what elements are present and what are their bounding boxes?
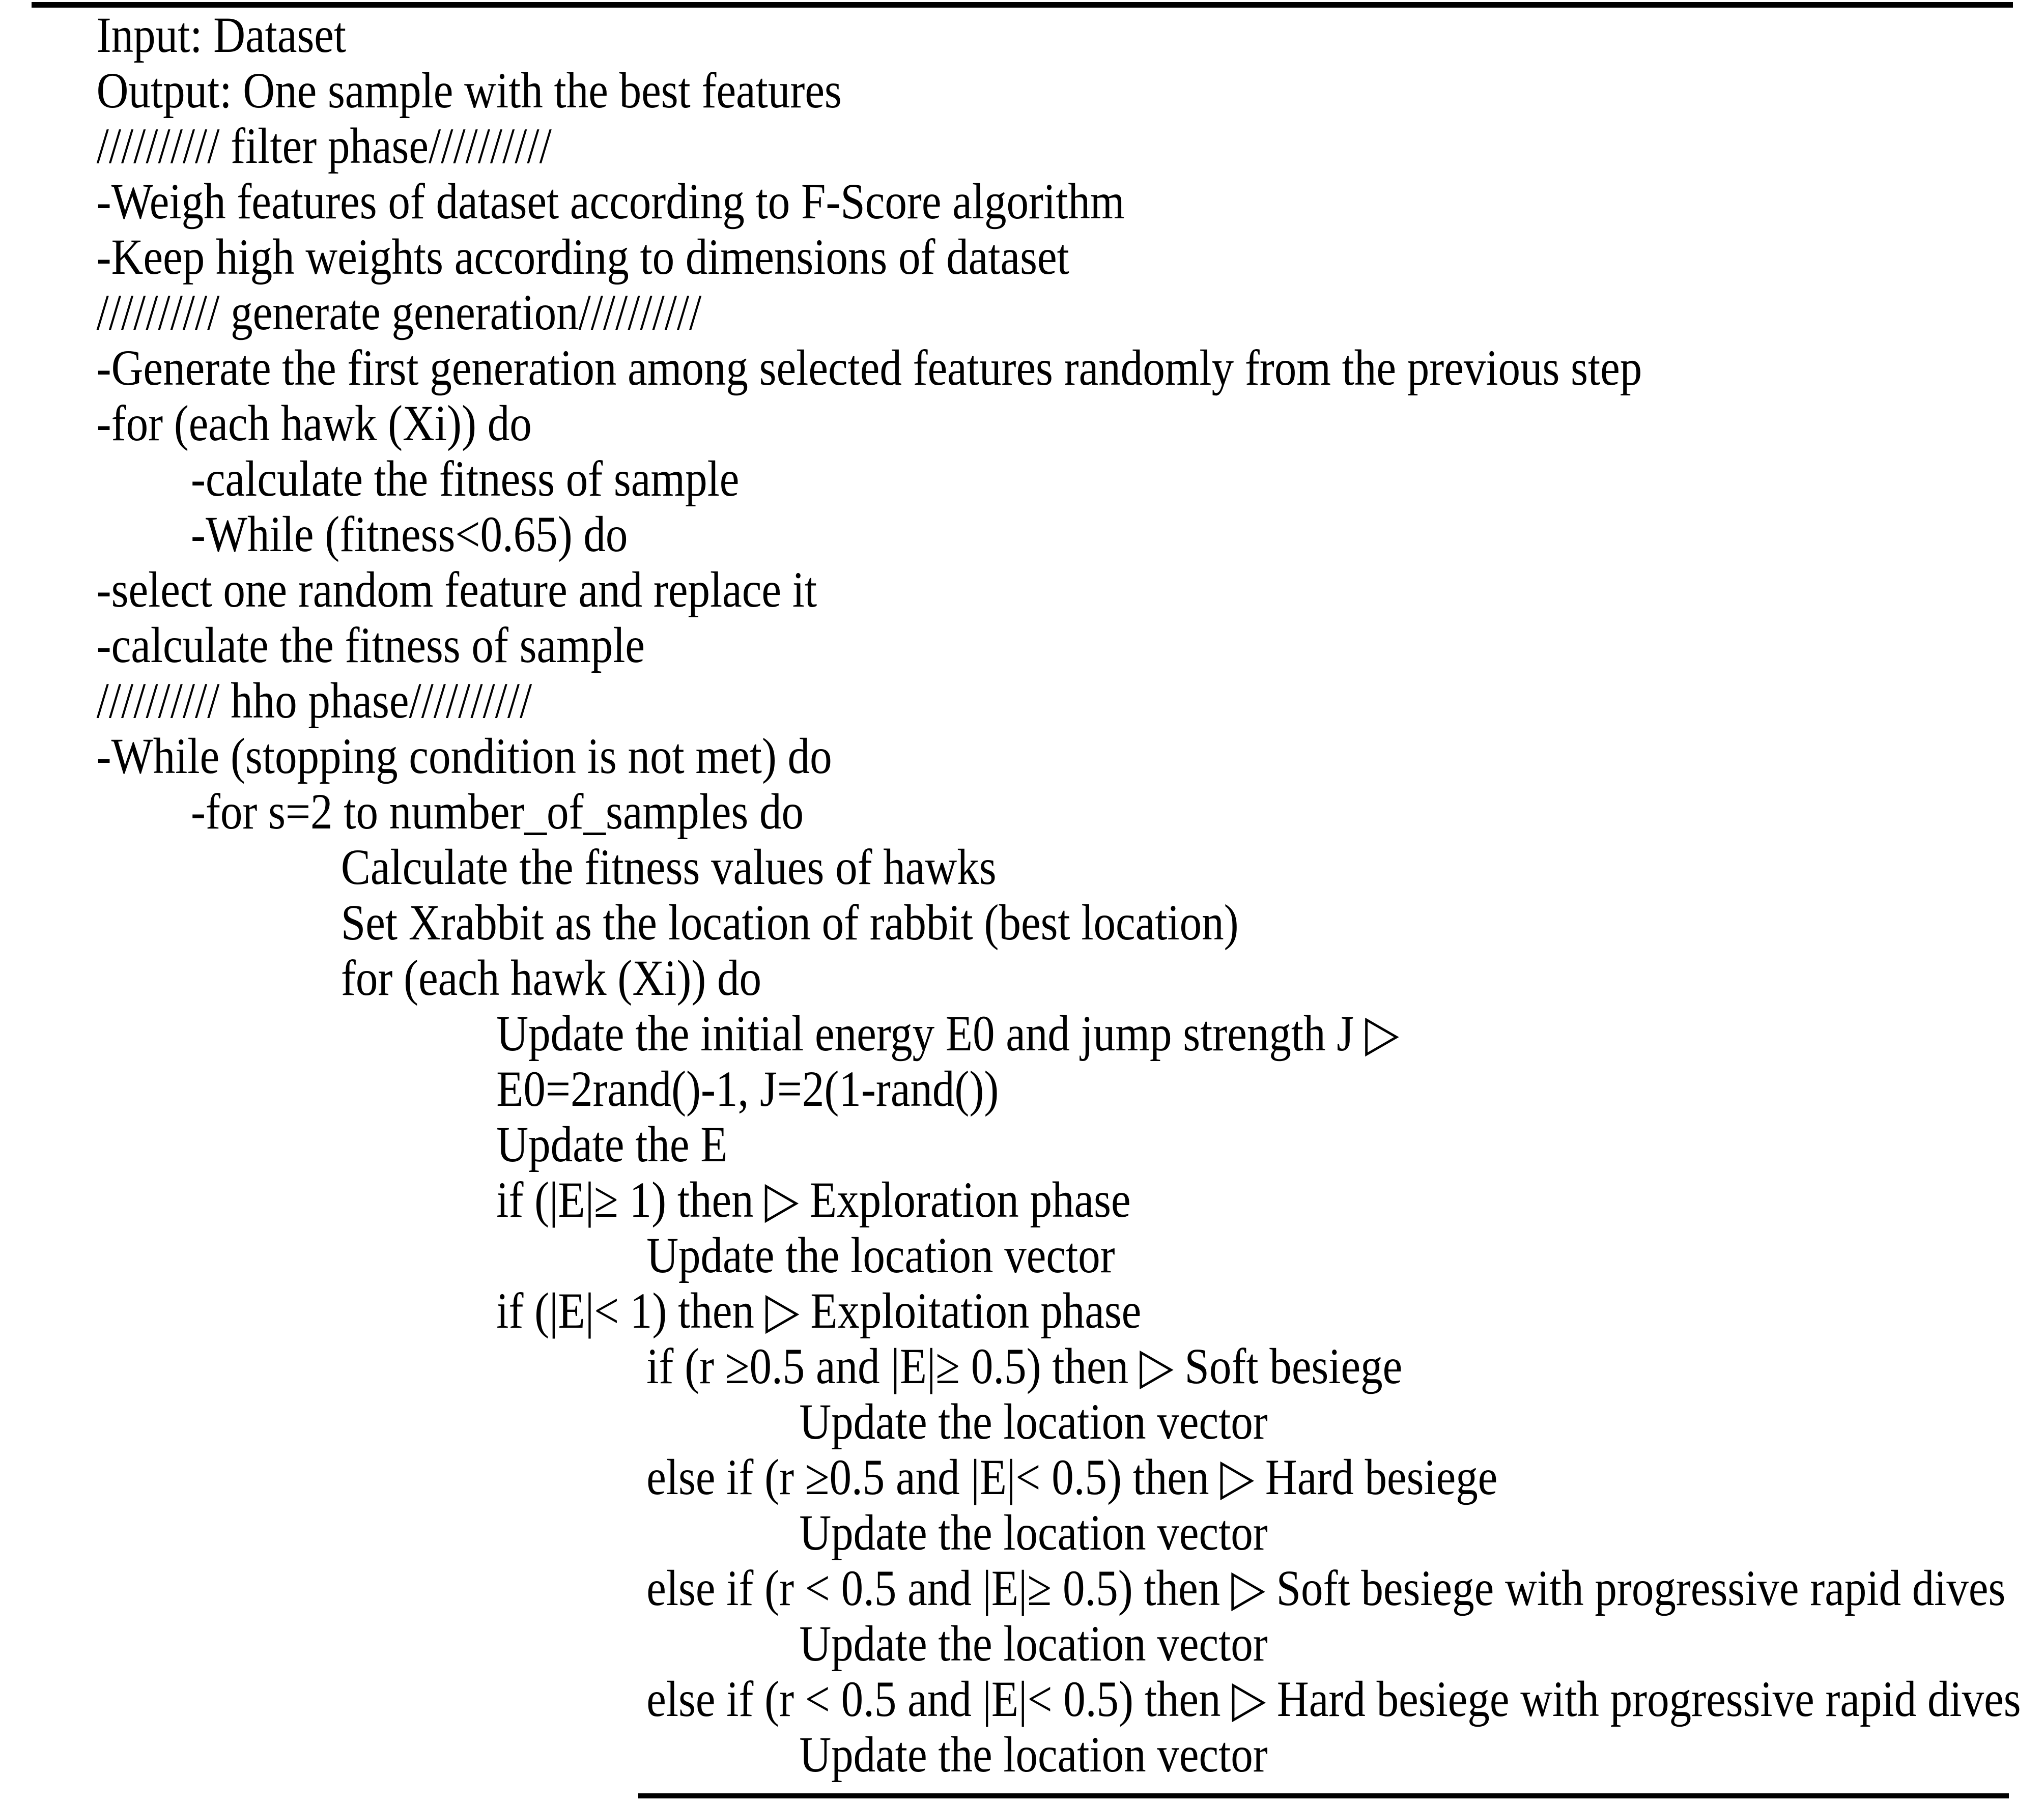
- pseudocode-line: Update the location vector: [646, 1227, 1115, 1283]
- pseudocode-line: -calculate the fitness of sample: [96, 617, 645, 673]
- pseudocode-line: -for s=2 to number_of_samples do: [190, 783, 804, 840]
- pseudocode-line: Output: One sample with the best features: [96, 62, 842, 119]
- pseudocode-line: ////////// filter phase//////////: [96, 118, 552, 174]
- pseudocode-line: else if (r < 0.5 and |E|< 0.5) then ▷ Hard besiege with progressive rapid dives: [646, 1671, 2021, 1727]
- pseudocode-line: ////////// hho phase//////////: [96, 672, 532, 729]
- pseudocode-line: Update the location vector: [799, 1615, 1268, 1672]
- pseudocode-line: -Weigh features of dataset according to F-Score algorithm: [96, 173, 1125, 230]
- pseudocode-line: if (r ≥0.5 and |E|≥ 0.5) then ▷ Soft besiege: [646, 1338, 1403, 1394]
- pseudocode-line: -While (fitness<0.65) do: [190, 506, 628, 562]
- pseudocode-line: -Generate the first generation among selected features randomly from the previous step: [96, 339, 1642, 396]
- pseudocode-line: Update the location vector: [799, 1504, 1268, 1561]
- pseudocode-line: -calculate the fitness of sample: [190, 450, 740, 507]
- pseudocode-line: if (|E|< 1) then ▷ Exploitation phase: [496, 1282, 1142, 1339]
- pseudocode-lines: [0, 7, 2021, 1782]
- pseudocode-line: -While (stopping condition is not met) do: [96, 728, 832, 784]
- pseudocode-line: E0=2rand()-1, J=2(1-rand()): [496, 1061, 999, 1117]
- pseudocode-line: if (|E|≥ 1) then ▷ Exploration phase: [496, 1171, 1131, 1228]
- pseudocode-line: Input: Dataset: [96, 7, 347, 63]
- pseudocode-line: Set Xrabbit as the location of rabbit (best location): [340, 894, 1239, 951]
- pseudocode-line: Update the location vector: [799, 1393, 1268, 1450]
- pseudocode-line: else if (r ≥0.5 and |E|< 0.5) then ▷ Hard besiege: [646, 1449, 1498, 1505]
- pseudocode-line: Calculate the fitness values of hawks: [340, 839, 997, 895]
- pseudocode-line: -Keep high weights according to dimensions of dataset: [96, 228, 1069, 285]
- pseudocode-line: -for (each hawk (Xi)) do: [96, 395, 532, 451]
- pseudocode-line: Update the initial energy E0 and jump strength J ▷: [496, 1005, 1399, 1062]
- pseudocode-line: else if (r < 0.5 and |E|≥ 0.5) then ▷ Soft besiege with progressive rapid dives: [646, 1560, 2006, 1616]
- pseudocode-line: -select one random feature and replace it: [96, 561, 817, 618]
- pseudocode-line: Update the location vector: [799, 1726, 1268, 1783]
- pseudocode-line: Update the E: [496, 1116, 728, 1172]
- pseudocode-line: for (each hawk (Xi)) do: [340, 950, 762, 1006]
- bottom-rule: [638, 1793, 2009, 1798]
- pseudocode-line: ////////// generate generation//////////: [96, 284, 702, 340]
